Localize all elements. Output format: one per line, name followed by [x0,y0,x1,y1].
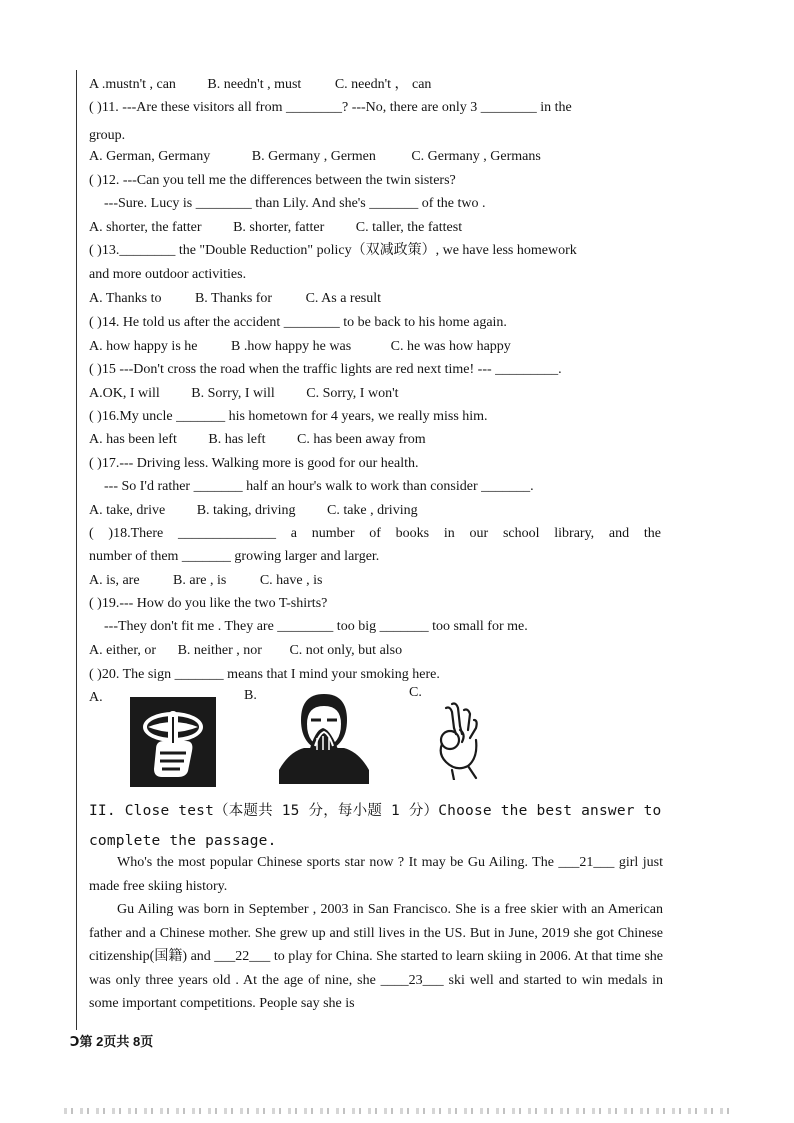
footer-mark: Ↄ [70,1035,80,1050]
q18-stem-cont: number of them _______ growing larger and larger. [89,549,380,564]
q13-stem: ( )13.________ the "Double Reduction" policy（双减政策）, we have less homework [89,243,577,258]
q13-option-c: C. As a result [305,291,382,306]
q10-option-b: B. needn't , must [207,77,302,92]
q17-option-b: B. taking, driving [196,503,296,518]
q13-option-a: A. Thanks to [89,291,162,306]
q12-line2: ---Sure. Lucy is ________ than Lily. And she's _______ of the two . [104,196,486,211]
page-number: 第 2页共 8页 [79,1034,154,1049]
cover-nose-picture [279,690,369,784]
q19-option-c: C. not only, but also [289,643,403,658]
q16-options [89,431,426,449]
q20-stem: ( )20. The sign _______ means that I mind your smoking here. [89,667,440,682]
q19-options [89,642,402,660]
q11-stem-cont: group. [89,128,126,143]
q19-stem: ( )19.--- How do you like the two T-shirts? [89,596,328,611]
q12-option-b: B. shorter, fatter [233,220,325,235]
q20-option-a-label: A. [89,690,103,705]
q17-option-a: A. take, drive [89,503,166,518]
q18-options [89,572,322,590]
q17-line2: --- So I'd rather _______ half an hour's walk to work than consider _______. [104,479,534,494]
q11-stem: ( )11. ---Are these visitors all from ________? ---No, there are only 3 ________ in the [89,100,572,115]
q15-option-c: C. Sorry, I won't [306,386,399,401]
q20-option-c-label: C. [409,685,422,700]
margin-line [76,70,77,1030]
q18-option-a: A. is, are [89,573,140,588]
section-2-title: II. Close test（本题共 15 分，每小题 1 分）Choose the best answer to [89,803,662,819]
q16-option-c: C. has been away from [297,432,426,447]
passage-paragraph-1: Who's the most popular Chinese sports star now ? It may be Gu Ailing. The ___21___ girl just made free skiing history. [89,855,663,894]
ok-hand-picture [432,700,490,780]
q10-option-c: C. needn't ， can [334,77,432,92]
q18-stem: ( )18.There ______________ a number of books in our school library, and the [89,526,661,541]
q17-stem: ( )17.--- Driving less. Walking more is good for our health. [89,456,419,471]
q17-option-c: C. take , driving [326,503,418,518]
q18-option-b: B. are , is [173,573,227,588]
q15-stem: ( )15 ---Don't cross the road when the traffic lights are red next time! --- _________. [89,362,562,377]
q14-option-c: C. he was how happy [390,339,511,354]
q16-option-b: B. has left [208,432,266,447]
q10-option-a: A .mustn't , can [89,77,176,92]
q11-option-a: A. German, Germany [89,149,211,164]
q11-options [89,148,541,166]
q15-option-a: A.OK, I will [89,386,160,401]
q12-options [89,219,462,237]
q14-option-b: B .how happy he was [231,339,352,354]
q11-option-b: B. Germany , Germen [251,149,376,164]
q13-options [89,290,381,308]
passage-paragraph-2: Gu Ailing was born in September , 2003 in San Francisco. She is a free skier with an American father and a Chinese mother. She grew up and still lives in the US. But in June, 2019 she got Chinese citizenship(国籍) and ___22___ to play for China. She started to learn skiing in 2006. At that time she was only three years old . At the age of nine, she ____23___ ski well and started to win medals in some important competitions. People say she is [89,902,663,1011]
q17-options [89,502,418,520]
q10-options [89,76,431,94]
q11-option-c: C. Germany , Germans [411,149,541,164]
q18-option-c: C. have , is [259,573,323,588]
scan-noise [64,1108,734,1114]
q12-option-c: C. taller, the fattest [355,220,463,235]
q19-option-a: A. either, or [89,643,157,658]
q15-options [89,385,399,403]
q14-option-a: A. how happy is he [89,339,198,354]
q19-line2: ---They don't fit me . They are ________ too big _______ too small for me. [104,619,528,634]
q19-option-b: B. neither , nor [177,643,262,658]
page-footer [70,1031,153,1050]
q13-option-b: B. Thanks for [194,291,273,306]
q14-stem: ( )14. He told us after the accident ________ to be back to his home again. [89,315,507,330]
q13-stem-cont: and more outdoor activities. [89,267,247,282]
silence-sign-picture [130,697,216,787]
q20-option-b-label: B. [244,688,257,703]
section-2-title-cont: complete the passage. [89,833,277,849]
q15-option-b: B. Sorry, I will [191,386,275,401]
q16-stem: ( )16.My uncle _______ his hometown for 4 years, we really miss him. [89,409,488,424]
q14-options [89,338,511,356]
q12-option-a: A. shorter, the fatter [89,220,202,235]
q12-stem: ( )12. ---Can you tell me the differences between the twin sisters? [89,173,456,188]
q16-option-a: A. has been left [89,432,177,447]
